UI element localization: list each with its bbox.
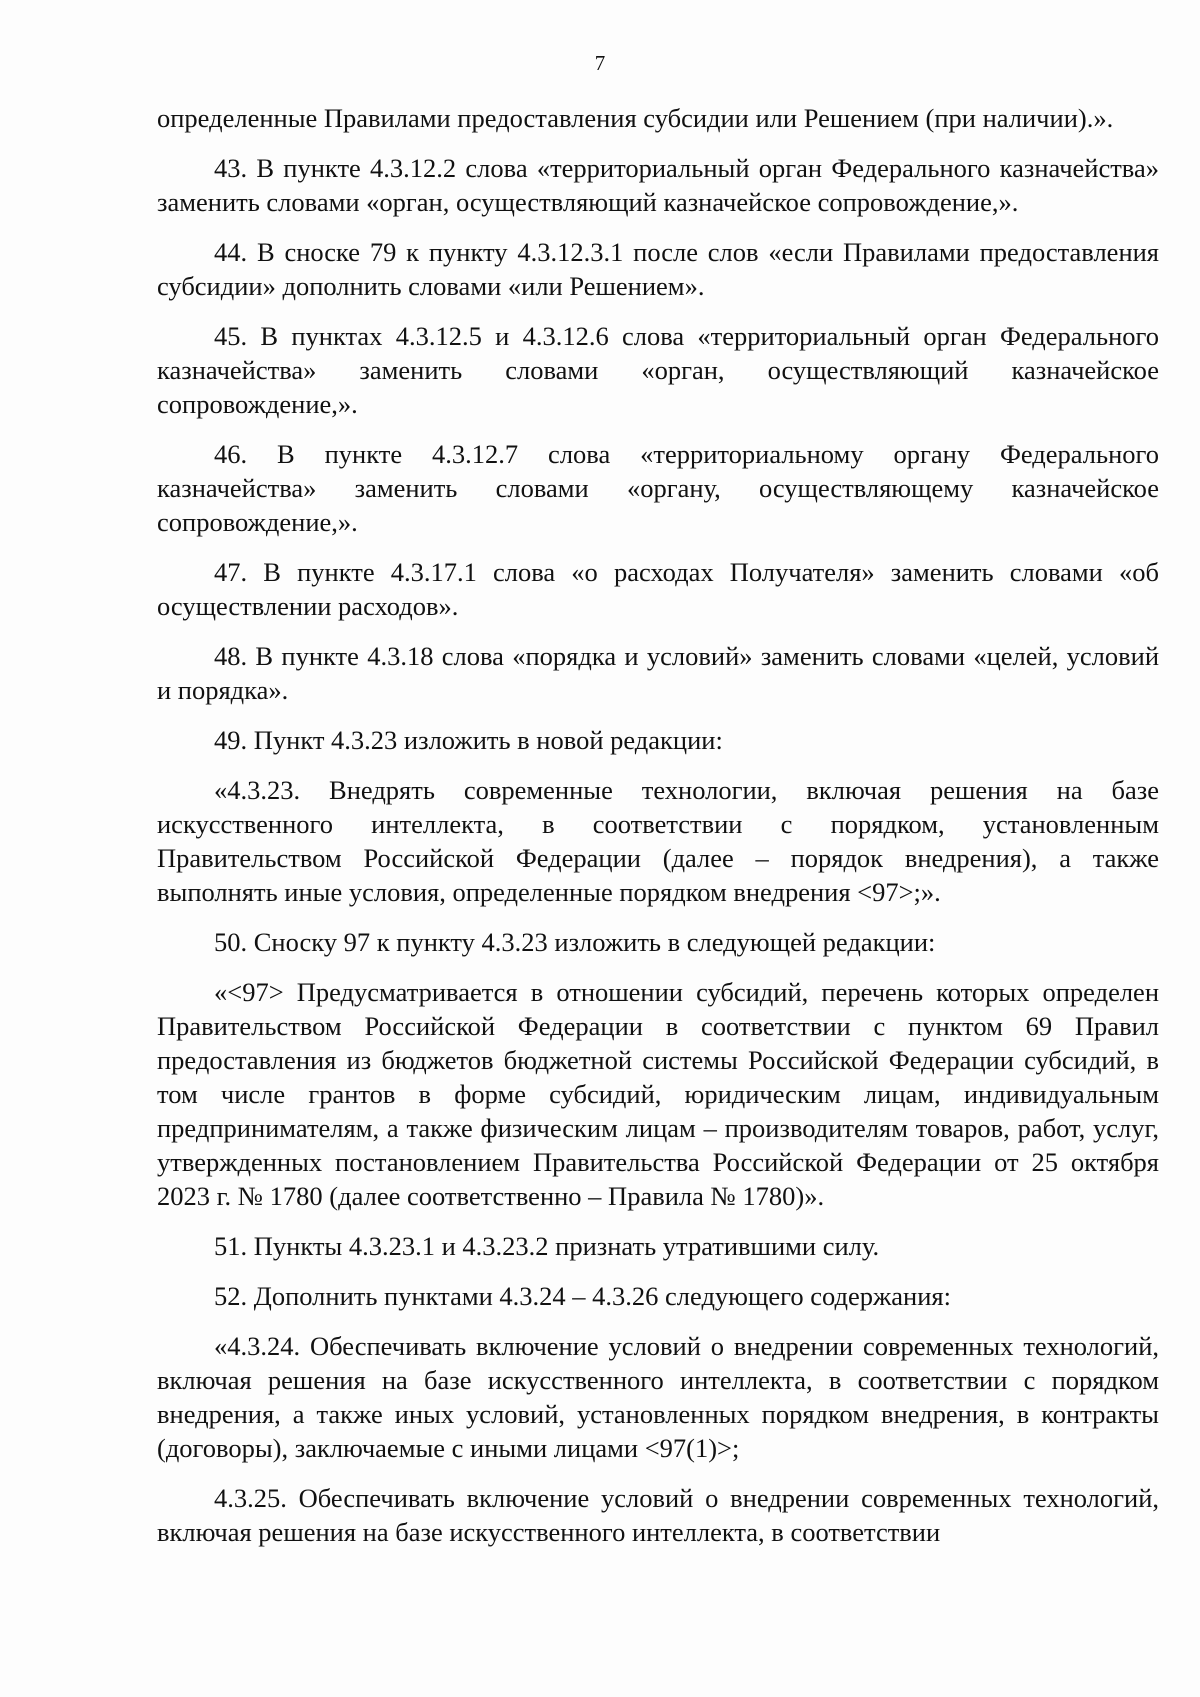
paragraph-43: 43. В пункте 4.3.12.2 слова «территориальный орган Федерального казначейства» заменить словами «орган, осуществляющий казначейское сопровождение,». bbox=[157, 153, 1159, 217]
paragraph-51: 51. Пункты 4.3.23.1 и 4.3.23.2 признать утратившими силу. bbox=[214, 1231, 880, 1261]
paragraph-footnote-97: «<97> Предусматривается в отношении субсидий, перечень которых определен Правительством Российской Федерации в соответствии с пунктом 69 Правил предоставления из бюджетов бюджетной системы Российской Федерации субсидий, в том числе грантов в форме субсидий, юридическим лицам, индивидуальным предпринимателям, а также физическим лицам – производителям товаров, работ, услуг, утвержденных постановлением Правительства Российской Федерации от 25 октября 2023 г. № 1780 (далее соответственно – Правила № 1780)». bbox=[157, 977, 1159, 1211]
paragraph-49: 49. Пункт 4.3.23 изложить в новой редакции: bbox=[214, 725, 723, 755]
paragraph-4-3-25: 4.3.25. Обеспечивать включение условий о внедрении современных технологий, включая решения на базе искусственного интеллекта, в соответствии bbox=[157, 1483, 1159, 1547]
paragraph-continuation: определенные Правилами предоставления субсидии или Решением (при наличии).». bbox=[157, 103, 1114, 133]
paragraph-47: 47. В пункте 4.3.17.1 слова «о расходах Получателя» заменить словами «об осуществлении расходов». bbox=[157, 557, 1159, 621]
document-body bbox=[157, 101, 1159, 1565]
paragraph-44: 44. В сноске 79 к пункту 4.3.12.3.1 после слов «если Правилами предоставления субсидии» дополнить словами «или Решением». bbox=[157, 237, 1159, 301]
paragraph-4-3-24: «4.3.24. Обеспечивать включение условий о внедрении современных технологий, включая решения на базе искусственного интеллекта, в соответствии с порядком внедрения, а также иных условий, установленных порядком внедрения, в контракты (договоры), заключаемые с иными лицами <97(1)>; bbox=[157, 1331, 1159, 1463]
paragraph-45: 45. В пунктах 4.3.12.5 и 4.3.12.6 слова «территориальный орган Федерального казначейства» заменить словами «орган, осуществляющий казначейское сопровождение,». bbox=[157, 321, 1159, 419]
paragraph-4-3-23-text: «4.3.23. Внедрять современные технологии, включая решения на базе искусственного интеллекта, в соответствии с порядком, установленным Правительством Российской Федерации (далее – порядок внедрения), а также выполнять иные условия, определенные порядком внедрения <97>;». bbox=[157, 775, 1159, 907]
paragraph-48: 48. В пункте 4.3.18 слова «порядка и условий» заменить словами «целей, условий и порядка». bbox=[157, 641, 1159, 705]
paragraph-46: 46. В пункте 4.3.12.7 слова «территориальному органу Федерального казначейства» заменить словами «органу, осуществляющему казначейское сопровождение,». bbox=[157, 439, 1159, 537]
page-number: 7 bbox=[594, 51, 606, 75]
paragraph-50: 50. Сноску 97 к пункту 4.3.23 изложить в следующей редакции: bbox=[214, 927, 936, 957]
paragraph-52: 52. Дополнить пунктами 4.3.24 – 4.3.26 следующего содержания: bbox=[214, 1281, 951, 1311]
